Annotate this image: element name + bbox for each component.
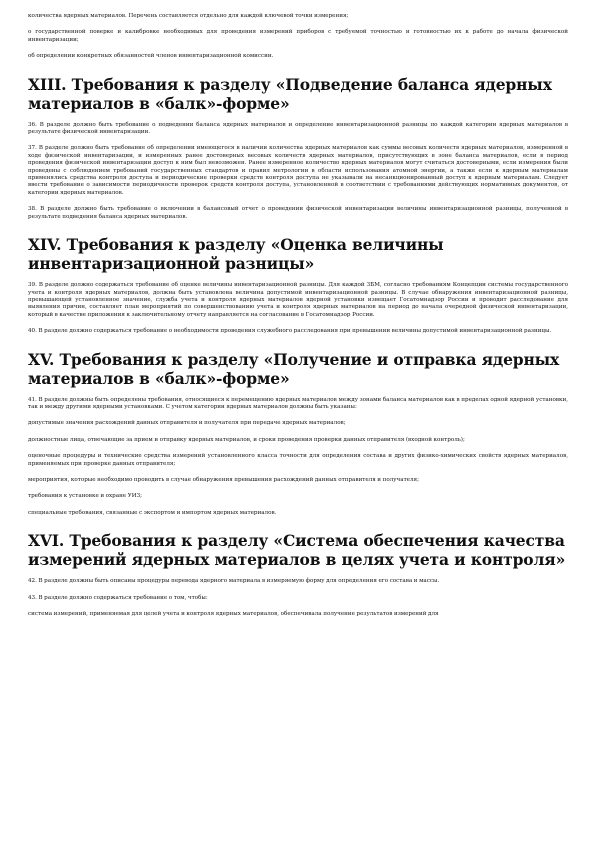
list-item: допустимые значения расхождений данных отправителя и получателя при передаче ядерных материалов; [28, 420, 346, 427]
section-heading-14: XIV. Требования к разделу «Оценка величины инвентаризационной разницы» [28, 235, 444, 274]
list-item: мероприятия, которые необходимо проводить в случае обнаружения превышения расхождений данных отправителя и получателя; [28, 476, 419, 483]
paragraph-41: 41. В разделе должны быть определены требования, относящиеся к перемещению ядерных материалов между зонами баланса материалов как в пределах одной ядерной установки, так и между другими ядерными установками. С учетом категории ядерных материалов должны быть указаны: [28, 396, 568, 410]
section-heading-15: XV. Требования к разделу «Получение и отправка ядерных материалов в «балк»-форме» [28, 349, 560, 388]
paragraph-40: 40. В разделе должно содержаться требование о необходимости проведения служебного расследования при превышении величины допустимой инвентаризационной разницы. [28, 328, 552, 335]
paragraph-42: 42. В разделе должны быть описаны процедуры перевода ядерного материала в измеряемую форму для определения его состава и массы. [28, 578, 440, 585]
section-heading-13: XIII. Требования к разделу «Подведение баланса ядерных материалов в «балк»-форме» [28, 74, 552, 113]
paragraph: о государственной поверке и калибровке необходимых для проведения измерений приборов с требуемой точностью и готовностью их к работе до начала физической инвентаризации; [28, 29, 568, 43]
list-item: требования к установке и охране УИЗ; [28, 493, 142, 500]
paragraph: об определении конкретных обязанностей членов инвентаризационной комиссии. [28, 53, 274, 60]
paragraph-39: 39. В разделе должно содержаться требование об оценке величины инвентаризационной разницы. Для каждой ЗБМ, согласно требованиям Концепции системы государственного учета и контроля ядерных материалов, должна быть установлена величина допустимой инвентаризационной разницы. В случае обнаружения инвентаризационной разницы, превышающей установленное значение, служба учета и контроля ядерных материалов ядерной установки извещает Госатомнадзор России и проводит расследование для выявления причин, составляет план мероприятий по совершенствованию учета и контроля ядерных материалов на период до начала очередной физической инвентаризации, который в качестве приложения к заключительному отчету направляется на согласование в Госатомнадзор России. [28, 282, 568, 318]
paragraph-38: 38. В разделе должно быть требование о включении в балансовый отчет о проведении физической инвентаризации величины инвентаризационной разницы, полученной в результате подведения баланса ядерных материалов. [28, 206, 568, 220]
list-item: должностные лица, отвечающие за прием и отправку ядерных материалов, и сроки проведения проверки данных отправителя (входной контроль); [28, 436, 465, 443]
paragraph-43: 43. В разделе должно содержаться требование о том, чтобы: [28, 594, 208, 601]
document-page [28, 0, 568, 618]
list-item: оценочные процедуры и технические средства измерений установленного класса точности для определения состава и других физико-химических свойств ядерных материалов, применяемых при проверке данных отправителя; [28, 453, 568, 467]
paragraph-37: 37. В разделе должно быть требование об определении имеющегося в наличии количества ядерных материалов как суммы весовых количеств ядерных материалов, измеренной в ходе физической инвентаризации, и измеренных ранее достоверных весовых количеств ядерных материалов, присутствующих в зоне баланса материалов, если в период проведения физической инвентаризации доступ к ним был невозможен. Ранее измеренное количество ядерных материалов могут считаться достоверными, если измерения были проведены с соблюдением требований государственных стандартов и правил метрологии в области использования атомной энергии, а также если к ядерным материалам применялись средства контроля доступа и периодические проверки средств контроля доступа не указывали на несанкционированный доступ к ядерным материалам. Следует ввести требование о зависимости периодичности проверок средств контроля доступа, установленной в соответствии с требованиями действующих нормативных документов, от категории ядерных материалов. [28, 145, 568, 196]
paragraph-43a: система измерений, применяемая для целей учета и контроля ядерных материалов, обеспечивала получение результатов измерений для [28, 611, 439, 617]
paragraph: количества ядерных материалов. Перечень составляется отдельно для каждой ключевой точки измерения; [28, 13, 349, 19]
list-item: специальные требования, связанные с экспортом и импортом ядерных материалов. [28, 509, 277, 516]
paragraph-36: 36. В разделе должно быть требование о подведении баланса ядерных материалов и определение инвентаризационной разницы по каждой категории ядерных материалов в результате физической инвентаризации. [28, 121, 568, 136]
section-heading-16: XVI. Требования к разделу «Система обеспечения качества измерений ядерных материалов в целях учета и контроля» [28, 531, 566, 570]
